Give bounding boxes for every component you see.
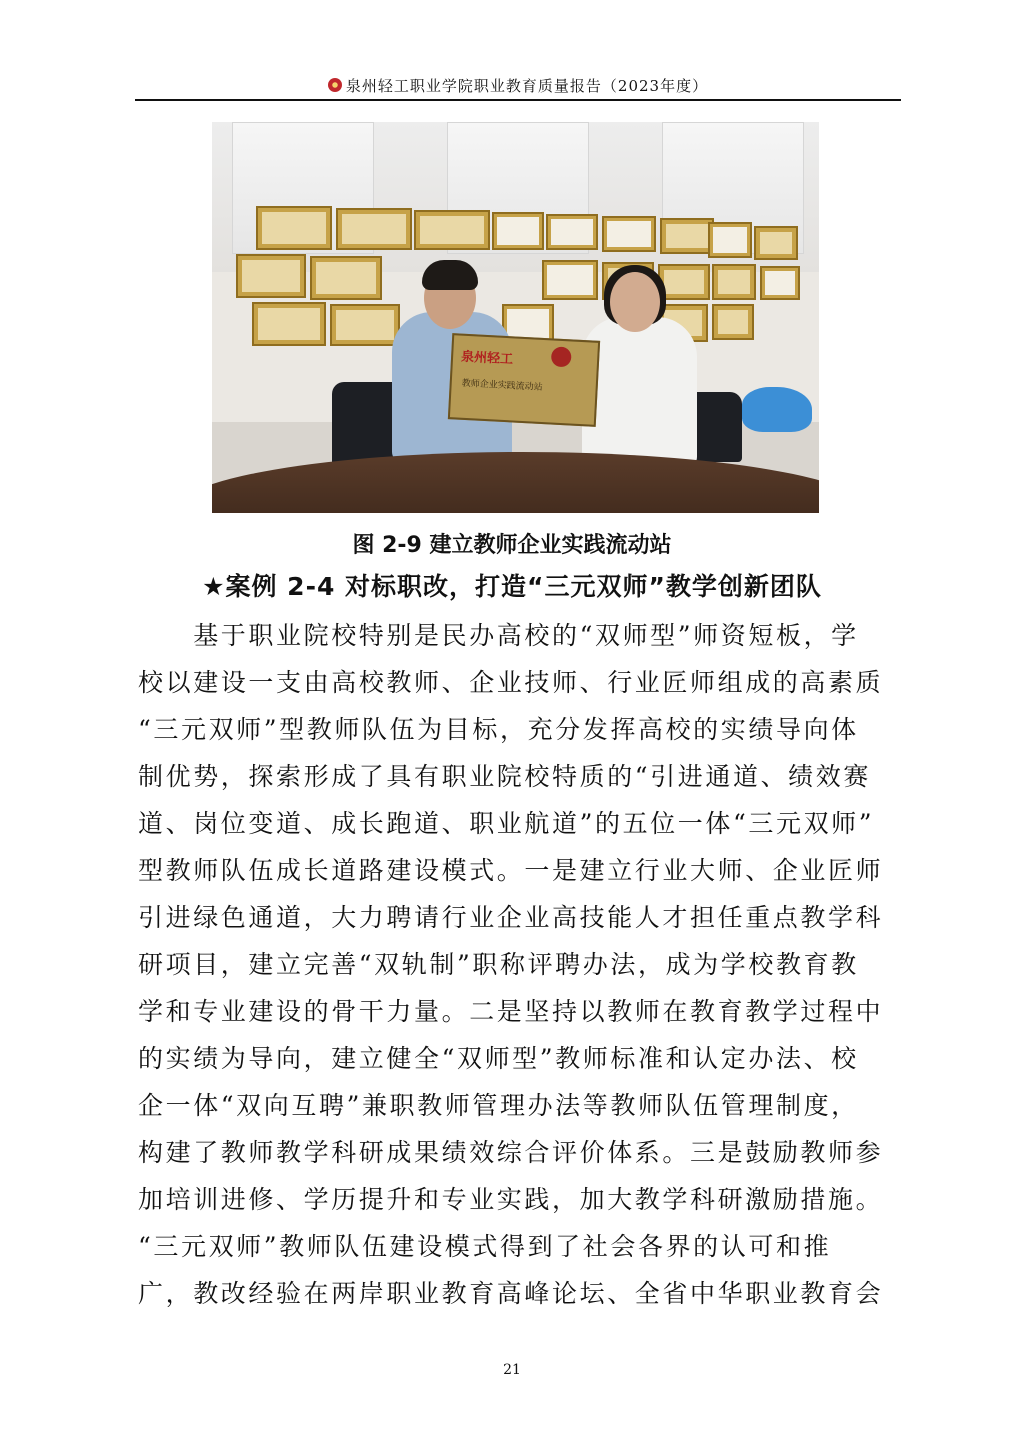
- award-plaque: [602, 216, 656, 252]
- award-plaque: [252, 302, 326, 346]
- award-plaque: [310, 256, 382, 300]
- award-plaque: [542, 260, 598, 300]
- page-header: [135, 70, 901, 100]
- award-plaque: [712, 304, 754, 340]
- woman-figure: [582, 317, 697, 467]
- award-plaque: [546, 214, 598, 250]
- school-logo-icon: [328, 78, 342, 92]
- body-line: 校以建设一支由高校教师、企业技师、行业匠师组成的高素质: [138, 668, 884, 697]
- board-text: 教师企业实践流动站: [461, 378, 543, 393]
- award-plaque: [492, 212, 544, 250]
- case-title: ★案例 2-4 对标职改，打造“三元双师”教学创新团队: [202, 572, 822, 601]
- body-line: 制优势，探索形成了具有职业院校特质的“引进通道、绩效赛: [138, 762, 871, 791]
- header-divider: [135, 99, 901, 101]
- award-plaque: [708, 222, 752, 258]
- body-line: 型教师队伍成长道路建设模式。一是建立行业大师、企业匠师: [138, 856, 884, 885]
- board-title: 泉州轻工: [460, 349, 514, 368]
- header-title: 泉州轻工职业学院职业教育质量报告（2023年度）: [345, 76, 709, 95]
- blue-bag: [742, 387, 812, 432]
- body-line: 加培训进修、学历提升和专业实践，加大教学科研激励措施。: [138, 1185, 884, 1214]
- body-line: 企一体“双向互聘”兼职教师管理办法等教师队伍管理制度，: [138, 1091, 859, 1120]
- award-plaque: [760, 266, 800, 300]
- body-line: 构建了教师教学科研成果绩效综合评价体系。三是鼓励教师参: [138, 1138, 884, 1167]
- award-plaque: [336, 208, 412, 250]
- award-plaque: [236, 254, 306, 298]
- body-line: 基于职业院校特别是民办高校的“双师型”师资短板，学: [138, 621, 859, 650]
- plaque-board: [448, 333, 600, 427]
- body-line: 道、岗位变道、成长跑道、职业航道”的五位一体“三元双师”: [138, 809, 875, 838]
- body-line: 广，教改经验在两岸职业教育高峰论坛、全省中华职业教育会: [138, 1279, 884, 1308]
- award-plaque: [414, 210, 490, 250]
- figure-photo: [212, 122, 819, 513]
- award-plaque: [660, 218, 714, 254]
- board-seal-icon: [551, 346, 572, 367]
- page-number: 21: [503, 1362, 521, 1378]
- body-line: 的实绩为导向，建立健全“双师型”教师标准和认定办法、校: [138, 1044, 859, 1073]
- award-plaque: [754, 226, 798, 260]
- woman-head: [610, 272, 660, 332]
- body-paragraph: [138, 612, 898, 1317]
- body-line: 学和专业建设的骨干力量。二是坚持以教师在教育教学过程中: [138, 997, 884, 1026]
- body-line: “三元双师”教师队伍建设模式得到了社会各界的认可和推: [138, 1232, 832, 1261]
- body-line: 引进绿色通道，大力聘请行业企业高技能人才担任重点教学科: [138, 903, 884, 932]
- figure-caption: 图 2-9 建立教师企业实践流动站: [352, 533, 672, 558]
- award-plaque: [256, 206, 332, 250]
- man-hair: [422, 260, 478, 290]
- award-plaque: [712, 264, 756, 300]
- body-line: 研项目，建立完善“双轨制”职称评聘办法，成为学校教育教: [138, 950, 859, 979]
- award-plaque: [330, 304, 400, 346]
- body-line: “三元双师”型教师队伍为目标，充分发挥高校的实绩导向体: [138, 715, 859, 744]
